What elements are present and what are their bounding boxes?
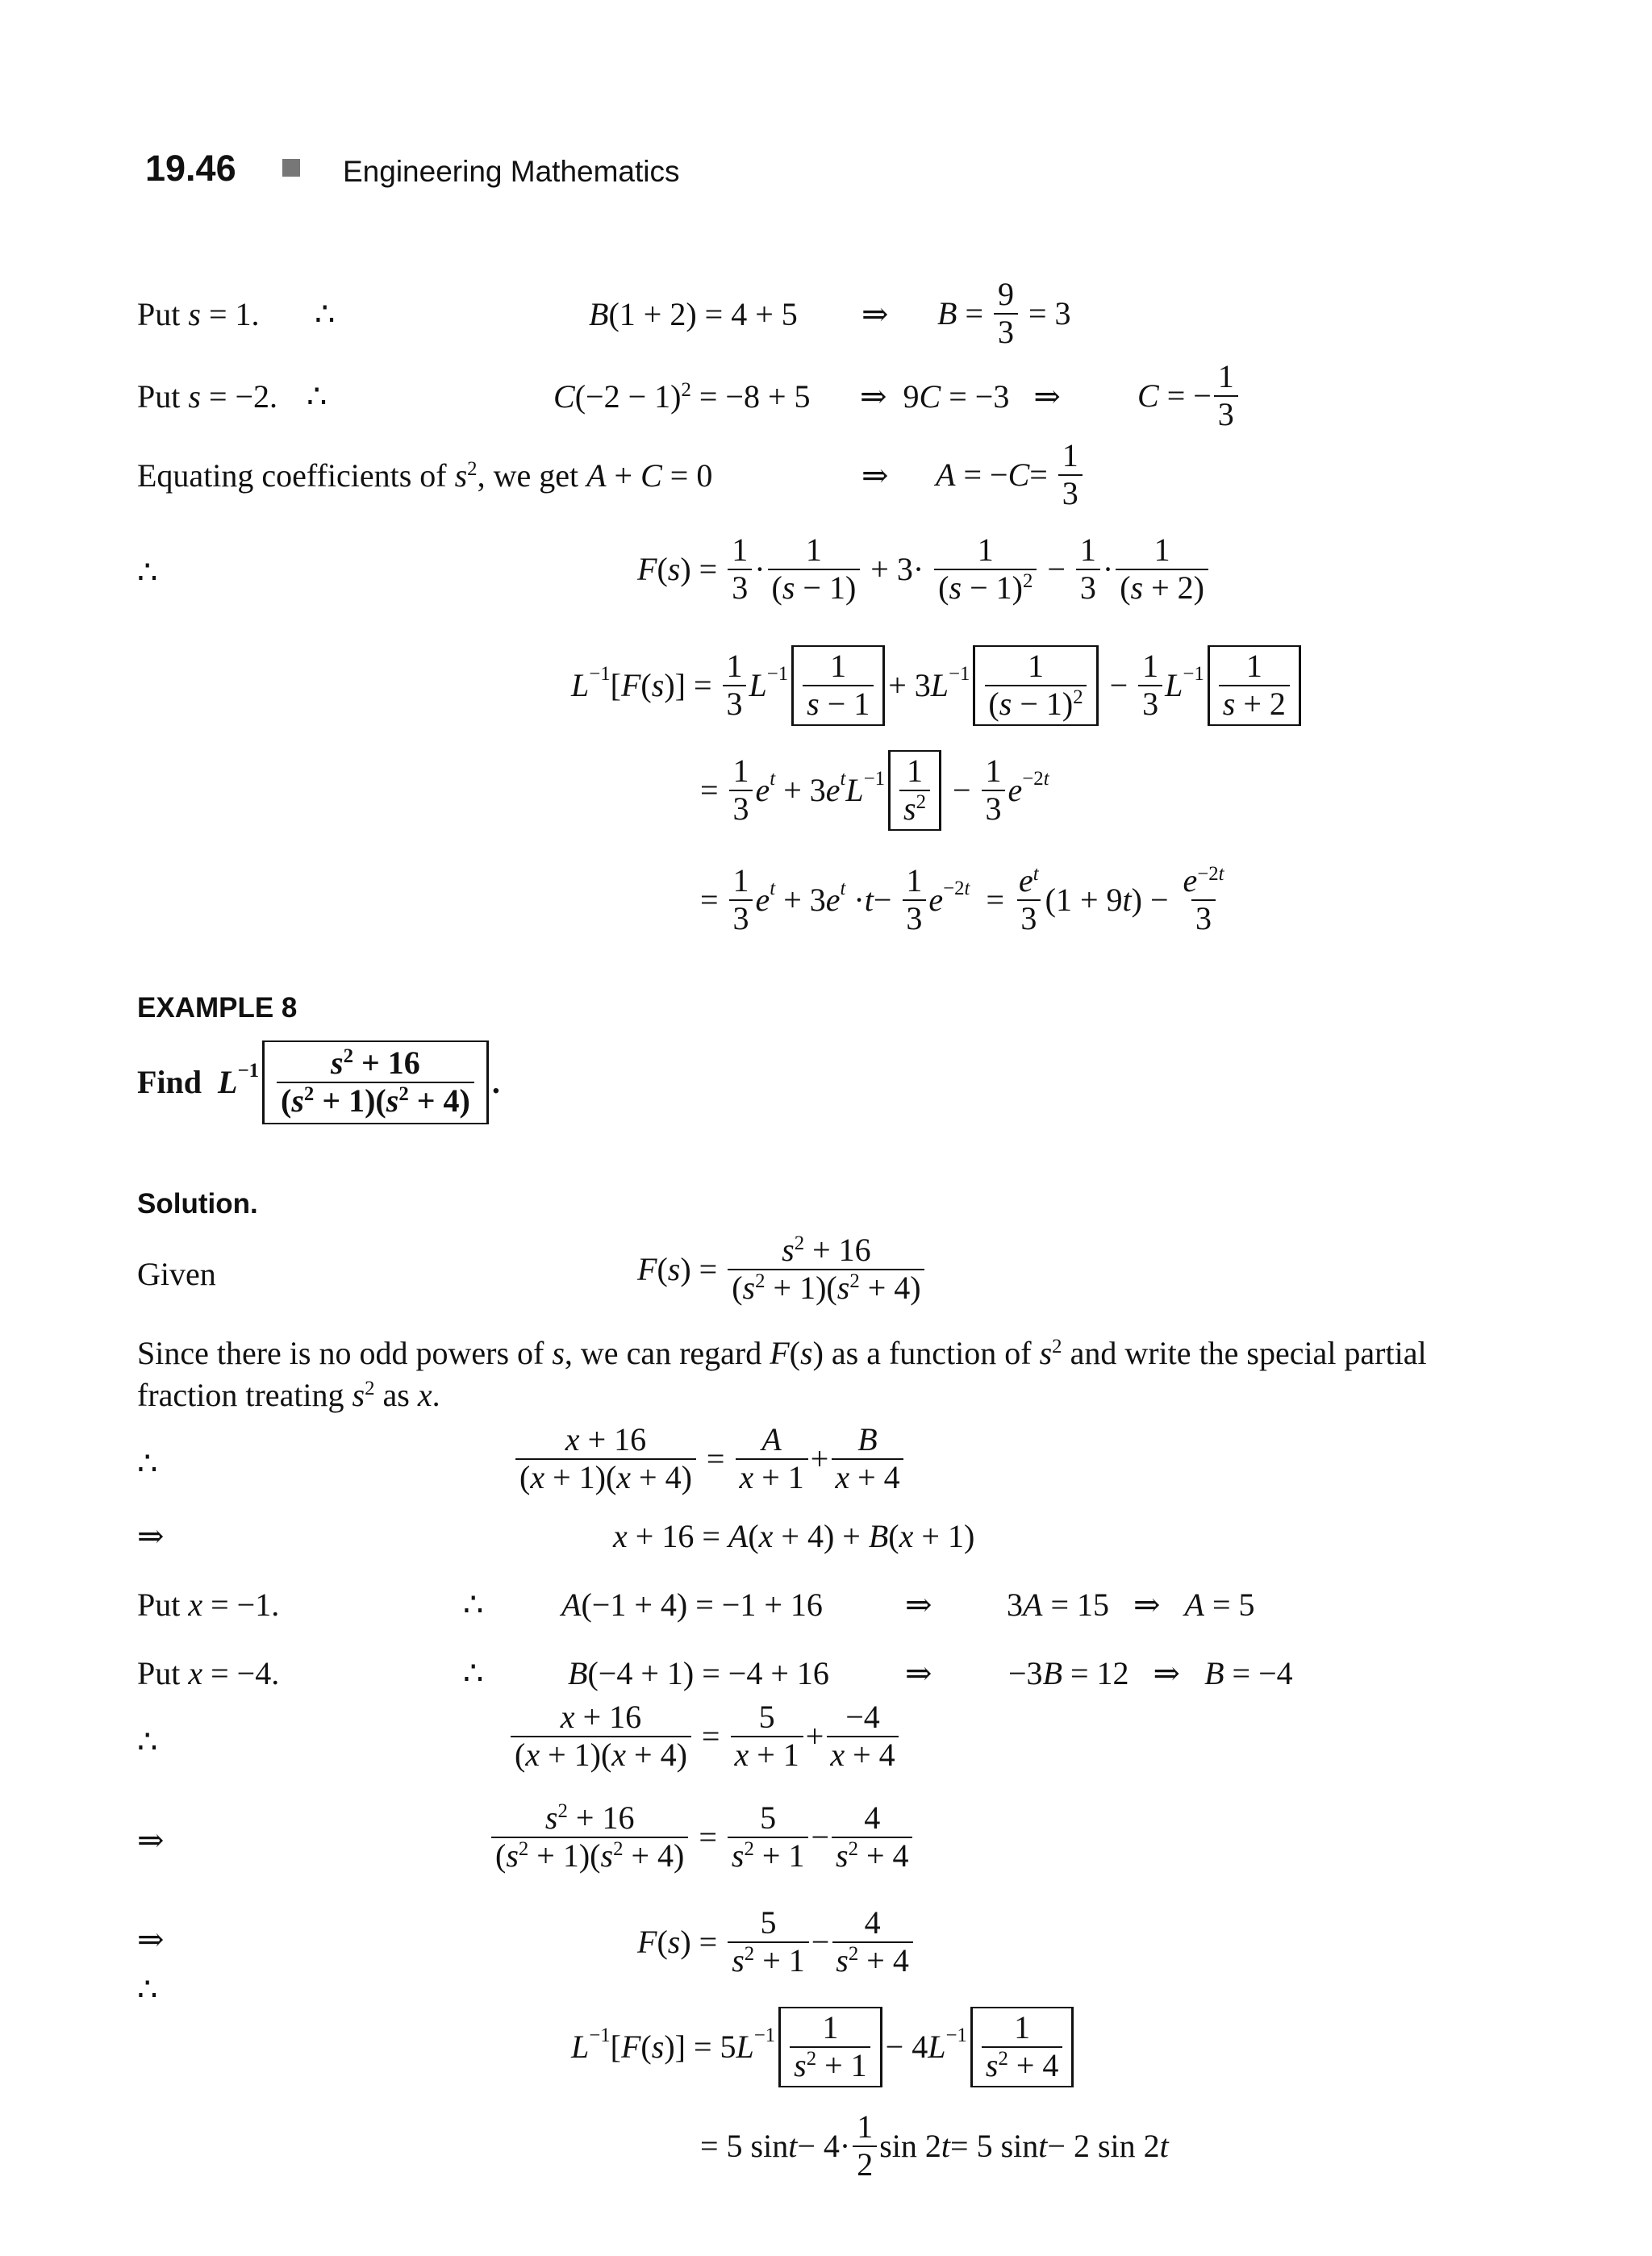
inverse-laplace-final: L $^{-1}$ [ F ( s )] = 5 L $^{-1}$ 1 $s^2 + 1$ − 4 L $^{-1}$ 1 $s^2 + 4$ [571,2007,1077,2087]
equation-c1: $C(-2 - 1)^2 = -8 + 5$ [553,378,811,415]
implies-symbol: ⇒ [861,457,889,494]
therefore-symbol: ∴ [137,554,158,590]
implies-symbol: ⇒ [905,1655,932,1691]
partial-fraction-x: x + 16 (x + 1)(x + 4) = 5 x + 1 + −4 x + 4 [508,1699,902,1774]
put-x-neg1-label: Put x = −1. [137,1587,280,1623]
book-title: Engineering Mathematics [343,155,680,188]
final-answer: = 5 sin t − 4· 1 2 sin 2 t = 5 sin t − 2 sin 2 t [700,2108,1169,2183]
partial-fraction-s: $s^2 + 16$ $(s^2 + 1)(s^2 + 4)$ = 5 $s^2 + 1$ − 4 $s^2 + 4$ [489,1800,916,1874]
since-text: Since there is no odd powers of s, we can regard F(s) as a function of $s^2$ and write the special partial [137,1335,1427,1371]
fraction-treating-text: fraction treating $s^2$ as x. [137,1377,440,1413]
inverse-laplace-line1: L $^{-1}$ [ F ( s )] = 1 3 L $^{-1}$ 1 s − 1 + 3 L $^{-1}$ 1 $(s - 1)^2$ − 1 3 L $^{-1}$ 1 s + 2 [571,645,1304,726]
fs-partial-fractions: F ( s ) = 1 3 · 1 (s − 1) + 3· 1 $(s - 1)^2$ − 1 3 · 1 (s + 2) [637,532,1211,607]
equation-a-x-result: 3A = 15 ⇒ A = 5 [1007,1587,1255,1623]
therefore-symbol: ∴ [463,1655,484,1691]
equation-a-x: A(−1 + 4) = −1 + 16 [561,1587,823,1623]
equating-text: Equating coefficients of $s^2$, we get A + C = 0 [137,457,713,494]
therefore-symbol: ∴ [137,1971,158,2008]
implies-symbol: ⇒ [137,1822,165,1858]
page-number: 19.46 [145,148,236,189]
implies-symbol: ⇒ [137,1518,165,1554]
put-s-neg2-label: Put s = −2. [137,378,278,415]
equation-c2: ⇒ 9C = −3 ⇒ [860,378,1061,415]
example-problem: Find L $^{-1}$ $s^2 + 16$ $(s^2 + 1)(s^2 + 4)$ . [137,1040,500,1124]
equation-b-result: B = 9 3 = 3 [937,276,1071,350]
implies-symbol: ⇒ [861,296,889,332]
example-heading: EXAMPLE 8 [137,992,298,1024]
given-fs: F ( s ) = $s^2 + 16$ $(s^2 + 1)(s^2 + 4)$ [637,1232,928,1307]
find-label: Find [137,1063,202,1100]
header-square-marker [282,159,300,177]
inverse-laplace-line3: = 1 3 e $^t$ + 3 e $^t$ · t − 1 3 e $^{-2t}$ = $e^t$ 3 (1 + 9 t ) − $e^{-2t}$ 3 [700,862,1224,936]
equation-c-result: C = − 1 3 [1137,359,1241,433]
identity-equation: x + 16 = A(x + 4) + B(x + 1) [613,1518,975,1554]
implies-symbol: ⇒ [905,1587,932,1623]
given-label: Given [137,1256,216,1292]
equation-b-x-result: −3B = 12 ⇒ B = −4 [1008,1655,1293,1691]
equation-a-result: A = − C = 1 3 [936,438,1085,512]
therefore-symbol: ∴ [137,1724,158,1760]
equation-b-x: B(−4 + 1) = −4 + 16 [568,1655,829,1691]
therefore-symbol: ∴ [463,1587,484,1623]
solution-heading: Solution. [137,1188,258,1220]
implies-symbol: ⇒ [137,1921,165,1958]
put-x-neg4-label: Put x = −4. [137,1655,280,1691]
therefore-symbol: ∴ [137,1445,158,1482]
fs-final: F ( s ) = 5 $s^2 + 1$ − 4 $s^2 + 4$ [637,1905,916,1979]
therefore-symbol: ∴ [307,378,327,415]
put-s1-label: Put s = 1. [137,296,260,332]
inverse-laplace-line2: = 1 3 e $^t$ + 3 e $^t$ L $^{-1}$ 1 $s^2$ − 1 3 e $^{-2t}$ [700,750,1049,831]
equation-b1: B(1 + 2) = 4 + 5 [589,296,798,332]
partial-fraction-setup: x + 16 (x + 1)(x + 4) = A x + 1 + B x + 4 [513,1422,907,1496]
therefore-symbol: ∴ [315,296,336,332]
